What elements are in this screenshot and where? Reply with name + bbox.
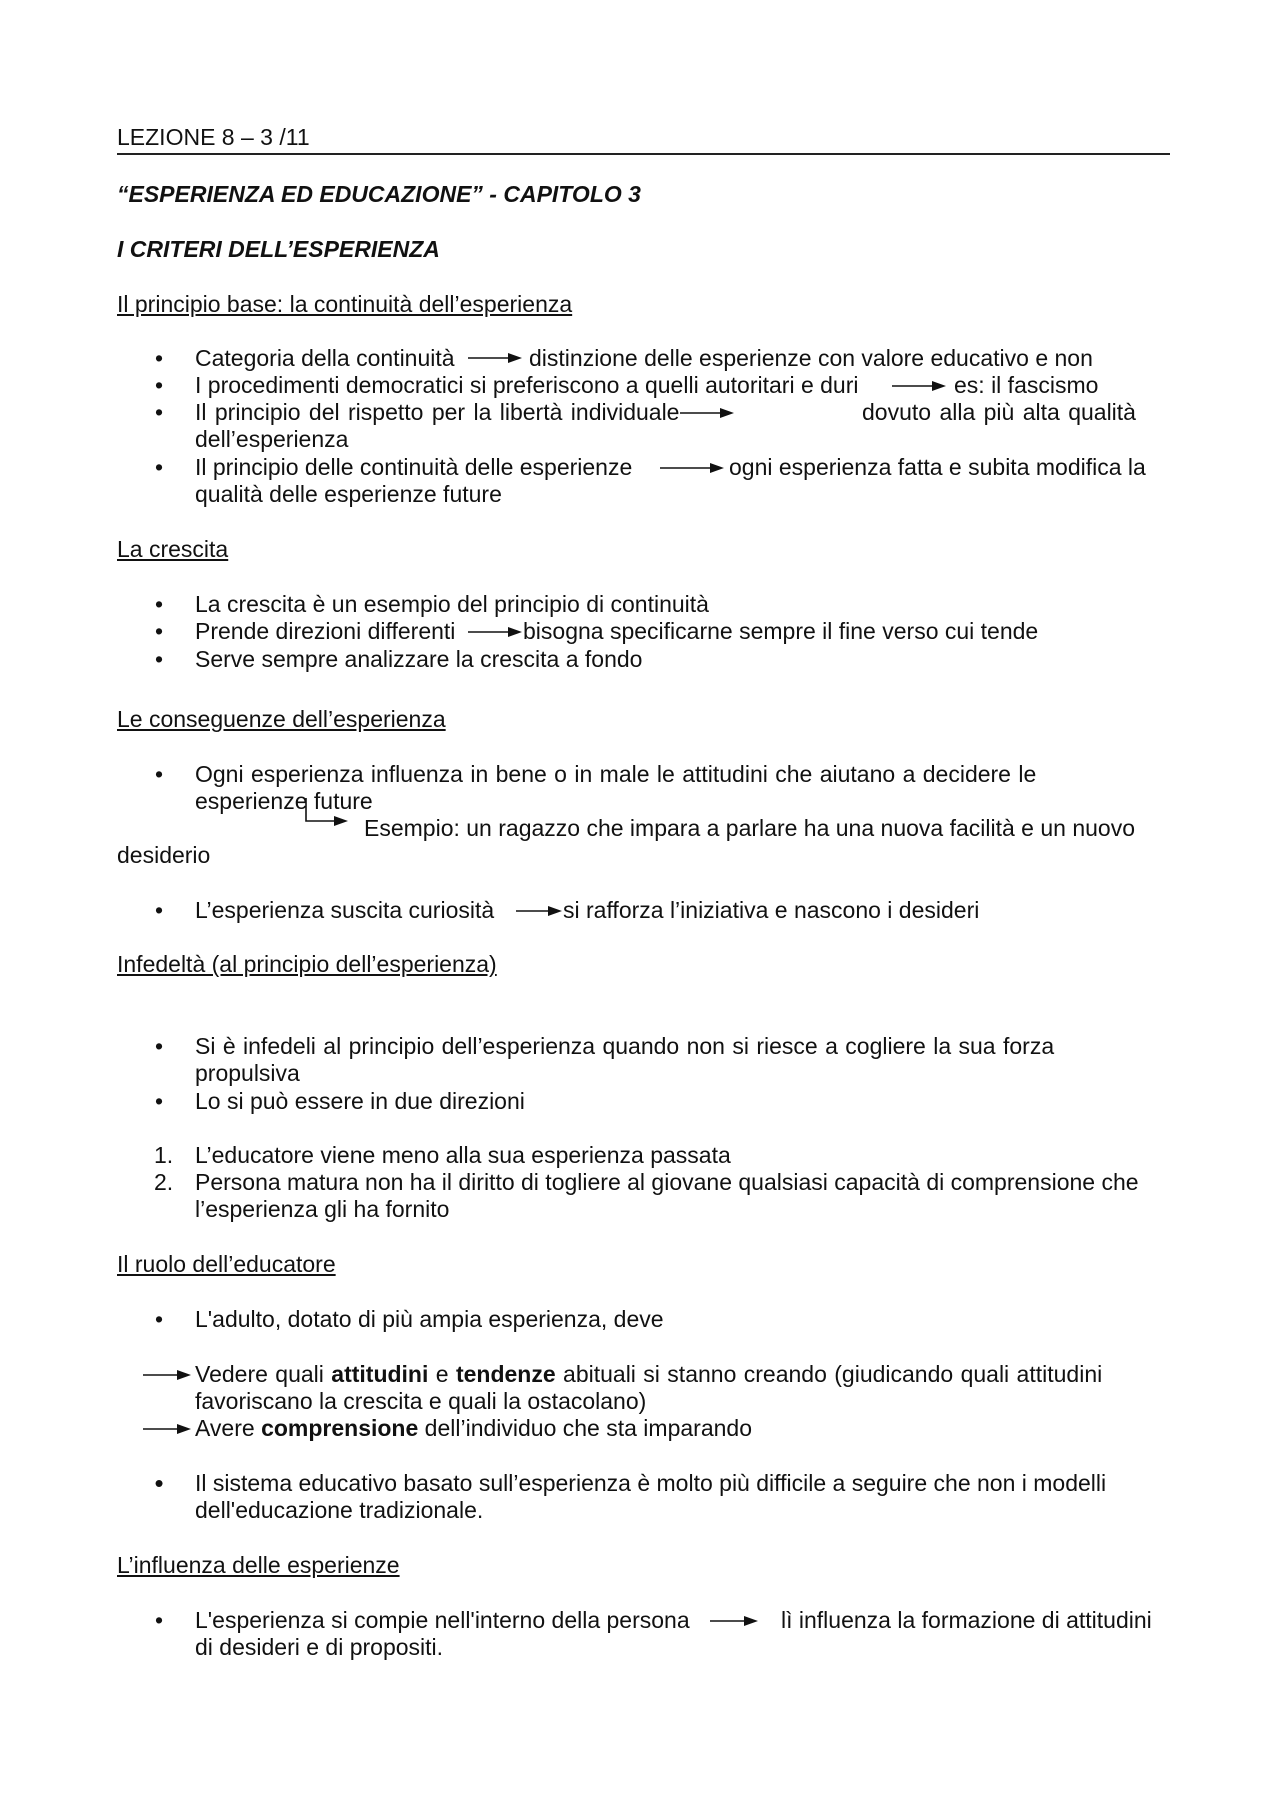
arrow-right-icon (143, 1421, 191, 1437)
s1-b2-text-b: es: il fascismo (954, 372, 1099, 398)
s5-a1-line (195, 1361, 1102, 1388)
arrow-right-icon (660, 460, 724, 476)
s5-a1-mid: e (428, 1361, 456, 1387)
bullet: • (154, 1088, 164, 1114)
bullet: • (154, 646, 164, 672)
document-subtitle: I CRITERI DELL’ESPERIENZA (117, 236, 440, 262)
s5-a2-post: dell’individuo che sta imparando (418, 1415, 752, 1441)
list-number: 2. (154, 1169, 174, 1195)
s5-b2-text-a: Il sistema educativo basato sull’esperienza è molto più difficile a seguire che non i modelli (195, 1470, 1107, 1496)
s4-l2-text-a: Persona matura non ha il diritto di togliere al giovane qualsiasi capacità di comprensione che (195, 1169, 1139, 1195)
s5-a2-pre: Avere (195, 1415, 262, 1441)
s6-b1-text-a: L'esperienza si compie nell'interno della persona (195, 1607, 690, 1633)
section-heading-ruolo: Il ruolo dell’educatore (117, 1251, 336, 1277)
list-number: 1. (154, 1142, 174, 1168)
s5-a1-bold-tendenze: tendenze (455, 1361, 556, 1387)
s2-b2-text-a: Prende direzioni differenti (195, 618, 456, 644)
s1-b1-text-a: Categoria della continuità (195, 345, 455, 371)
s3-b2-text-b: si rafforza l’iniziativa e nascono i desideri (563, 897, 980, 923)
arrow-right-icon (468, 350, 522, 366)
s5-a1-bold-attitudini: attitudini (331, 1361, 429, 1387)
s1-b4-text-c: qualità delle esperienze future (195, 481, 502, 507)
arrow-right-icon (892, 378, 946, 394)
arrow-right-icon (143, 1367, 191, 1383)
bullet: • (154, 454, 164, 480)
s5-a2-bold-comprensione: comprensione (261, 1415, 419, 1441)
section-heading-influenza: L’influenza delle esperienze (117, 1552, 400, 1578)
s4-l2-text-b: l’esperienza gli ha fornito (195, 1196, 450, 1222)
arrow-right-icon (710, 1613, 758, 1629)
s5-a1-text-b: favoriscano la crescita e quali la ostacolano) (195, 1388, 647, 1414)
bullet: • (154, 1468, 164, 1498)
s4-b1-text-a: Si è infedeli al principio dell’esperienza quando non si riesce a cogliere la sua forza (195, 1033, 1055, 1059)
s6-b1-text-b: lì influenza la formazione di attitudini (781, 1607, 1152, 1633)
lesson-label: LEZIONE 8 – 3 /11 (117, 124, 310, 150)
s5-a1-pre: Vedere quali (195, 1361, 332, 1387)
bullet: • (154, 372, 164, 398)
bullet: • (154, 345, 164, 371)
s5-b1-text: L'adulto, dotato di più ampia esperienza, deve (195, 1306, 664, 1332)
section-heading-infedelta: Infedeltà (al principio dell’esperienza) (117, 951, 497, 977)
s4-l1-text: L’educatore viene meno alla sua esperienza passata (195, 1142, 731, 1168)
bullet: • (154, 1607, 164, 1633)
bullet: • (154, 897, 164, 923)
s3-example-text-cont: desiderio (117, 842, 211, 868)
s4-b1-text-b: propulsiva (195, 1060, 300, 1086)
s3-b1-text-b: esperienze future (195, 788, 373, 814)
corner-arrow-icon (304, 798, 348, 814)
bullet: • (154, 591, 164, 617)
s1-b4-text-b: ogni esperienza fatta e subita modifica la (729, 454, 1146, 480)
s6-b1-text-c: di desideri e di propositi. (195, 1634, 444, 1660)
arrow-right-icon (468, 624, 522, 640)
s1-b3-text-c: dell’esperienza (195, 426, 349, 452)
bullet: • (154, 1033, 164, 1059)
bullet: • (154, 761, 164, 787)
bullet: • (154, 618, 164, 644)
s2-b3-text: Serve sempre analizzare la crescita a fondo (195, 646, 643, 672)
document-title: “ESPERIENZA ED EDUCAZIONE” - CAPITOLO 3 (117, 181, 641, 207)
s1-b1-text-b: distinzione delle esperienze con valore educativo e non (529, 345, 1093, 371)
section-heading-conseguenze: Le conseguenze dell’esperienza (117, 706, 446, 732)
s2-b1-text: La crescita è un esempio del principio di continuità (195, 591, 709, 617)
arrow-right-icon (680, 405, 734, 421)
s5-b2-text-b: dell'educazione tradizionale. (195, 1497, 484, 1523)
arrow-right-icon (516, 903, 562, 919)
s2-b2-text-b: bisogna specificarne sempre il fine verso cui tende (523, 618, 1039, 644)
s1-b2-text-a: I procedimenti democratici si preferiscono a quelli autoritari e duri (195, 372, 859, 398)
s1-b3-text-b: dovuto alla più alta qualità (862, 399, 1136, 425)
s1-b4-text-a: Il principio delle continuità delle esperienze (195, 454, 633, 480)
s1-b3-text-a: Il principio del rispetto per la libertà individuale (195, 399, 680, 425)
section-heading-crescita: La crescita (117, 536, 229, 562)
s5-a2-line (195, 1415, 752, 1442)
s5-a1-post: abituali si stanno creando (giudicando quali attitudini (555, 1361, 1103, 1387)
lesson-header (117, 124, 1170, 155)
s4-b2-text: Lo si può essere in due direzioni (195, 1088, 525, 1114)
s3-b2-text-a: L’esperienza suscita curiosità (195, 897, 495, 923)
s3-example-text: Esempio: un ragazzo che impara a parlare ha una nuova facilità e un nuovo (364, 815, 1135, 841)
s3-b1-text-a: Ogni esperienza influenza in bene o in male le attitudini che aiutano a decidere le (195, 761, 1037, 787)
section-heading-continuita: Il principio base: la continuità dell’esperienza (117, 291, 573, 317)
bullet: • (154, 399, 164, 425)
bullet: • (154, 1306, 164, 1332)
